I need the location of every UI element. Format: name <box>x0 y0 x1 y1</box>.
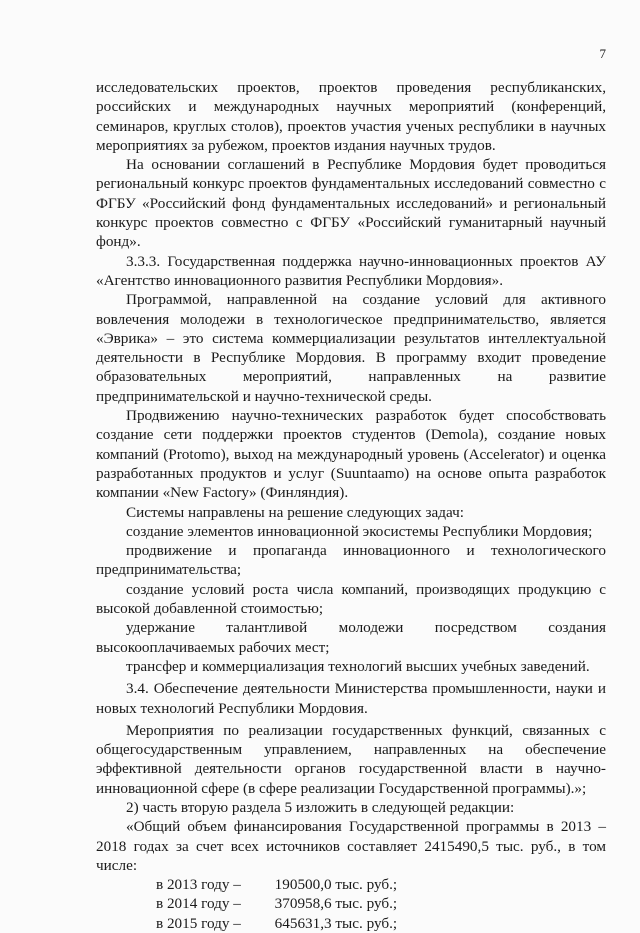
paragraph: На основании соглашений в Республике Мордовия будет проводиться региональный конкурс проектов фундаментальных исследований совместно с ФГБУ «Российский фонд фундаментальных исследований» и региональный конкурс проектов совместно с ФГБУ «Российский гуманитарный научный фонд». <box>96 156 606 251</box>
financing-year: в 2013 году – <box>156 876 241 894</box>
financing-line <box>96 894 606 913</box>
financing-amount: 645631,3 тыс. руб.; <box>274 914 398 932</box>
document-body <box>96 78 606 933</box>
paragraph: «Общий объем финансирования Государственной программы в 2013 – 2018 годах за счет всех источников составляет 2415490,5 тыс. руб., в том числе: <box>96 818 606 874</box>
financing-line <box>96 875 606 894</box>
paragraph: 2) часть вторую раздела 5 изложить в следующей редакции: <box>126 798 515 816</box>
section-heading: 3.3.3. Государственная поддержка научно-инновационных проектов АУ «Агентство инновационного развития Республики Мордовия». <box>96 252 606 289</box>
paragraph: Мероприятия по реализации государственных функций, связанных с общегосударственным управлением, направленных на обеспечение эффективной деятельности органов государственной власти в научно-инновационной сфере (в сфере реализации Государственной программы).»; <box>96 721 606 797</box>
list-item: создание элементов инновационной экосистемы Республики Мордовия; <box>126 522 593 540</box>
list-item: создание условий роста числа компаний, производящих продукцию с высокой добавленной стоимостью; <box>96 580 606 618</box>
paragraph: Продвижению научно-технических разработок будет способствовать создание сети поддержки проектов студентов (Demola), создание новых компаний (Protomo), выход на международный уровень (Accelerator) и оценка разработанных продуктов и услуг (Suuntaamo) на основе опыта разработок компании «New Factory» (Финляндия). <box>96 407 606 502</box>
paragraph: исследовательских проектов, проектов проведения республиканских, российских и международных научных мероприятий (конференций, семинаров, круглых столов), проектов участия ученых республики в научных мероприятиях за рубежом, проектов издания научных трудов. <box>96 79 606 154</box>
paragraph: Программой, направленной на создание условий для активного вовлечения молодежи в технологическое предпринимательство, является «Эврика» – это система коммерциализации результатов интеллектуальной деятельности в Республике Мордовия. В программу входит проведение образовательных мероприятий, направленных на развитие предпринимательской и научно-технической среды. <box>96 291 606 405</box>
financing-year: в 2015 году – <box>156 914 241 932</box>
financing-amount: 370958,6 тыс. руб.; <box>274 895 398 913</box>
page-number: 7 <box>599 46 606 61</box>
paragraph: Системы направлены на решение следующих задач: <box>126 503 464 521</box>
financing-line <box>96 914 606 933</box>
list-item: трансфер и коммерциализация технологий высших учебных заведений. <box>126 657 590 675</box>
financing-year: в 2014 году – <box>156 895 241 913</box>
financing-amount: 190500,0 тыс. руб.; <box>274 876 398 894</box>
list-item: удержание талантливой молодежи посредством создания высокооплачиваемых рабочих мест; <box>96 619 606 656</box>
list-item: продвижение и пропаганда инновационного и технологического предпринимательства; <box>96 542 606 579</box>
section-heading: 3.4. Обеспечение деятельности Министерства промышленности, науки и новых технологий Республики Мордовия. <box>96 680 606 717</box>
